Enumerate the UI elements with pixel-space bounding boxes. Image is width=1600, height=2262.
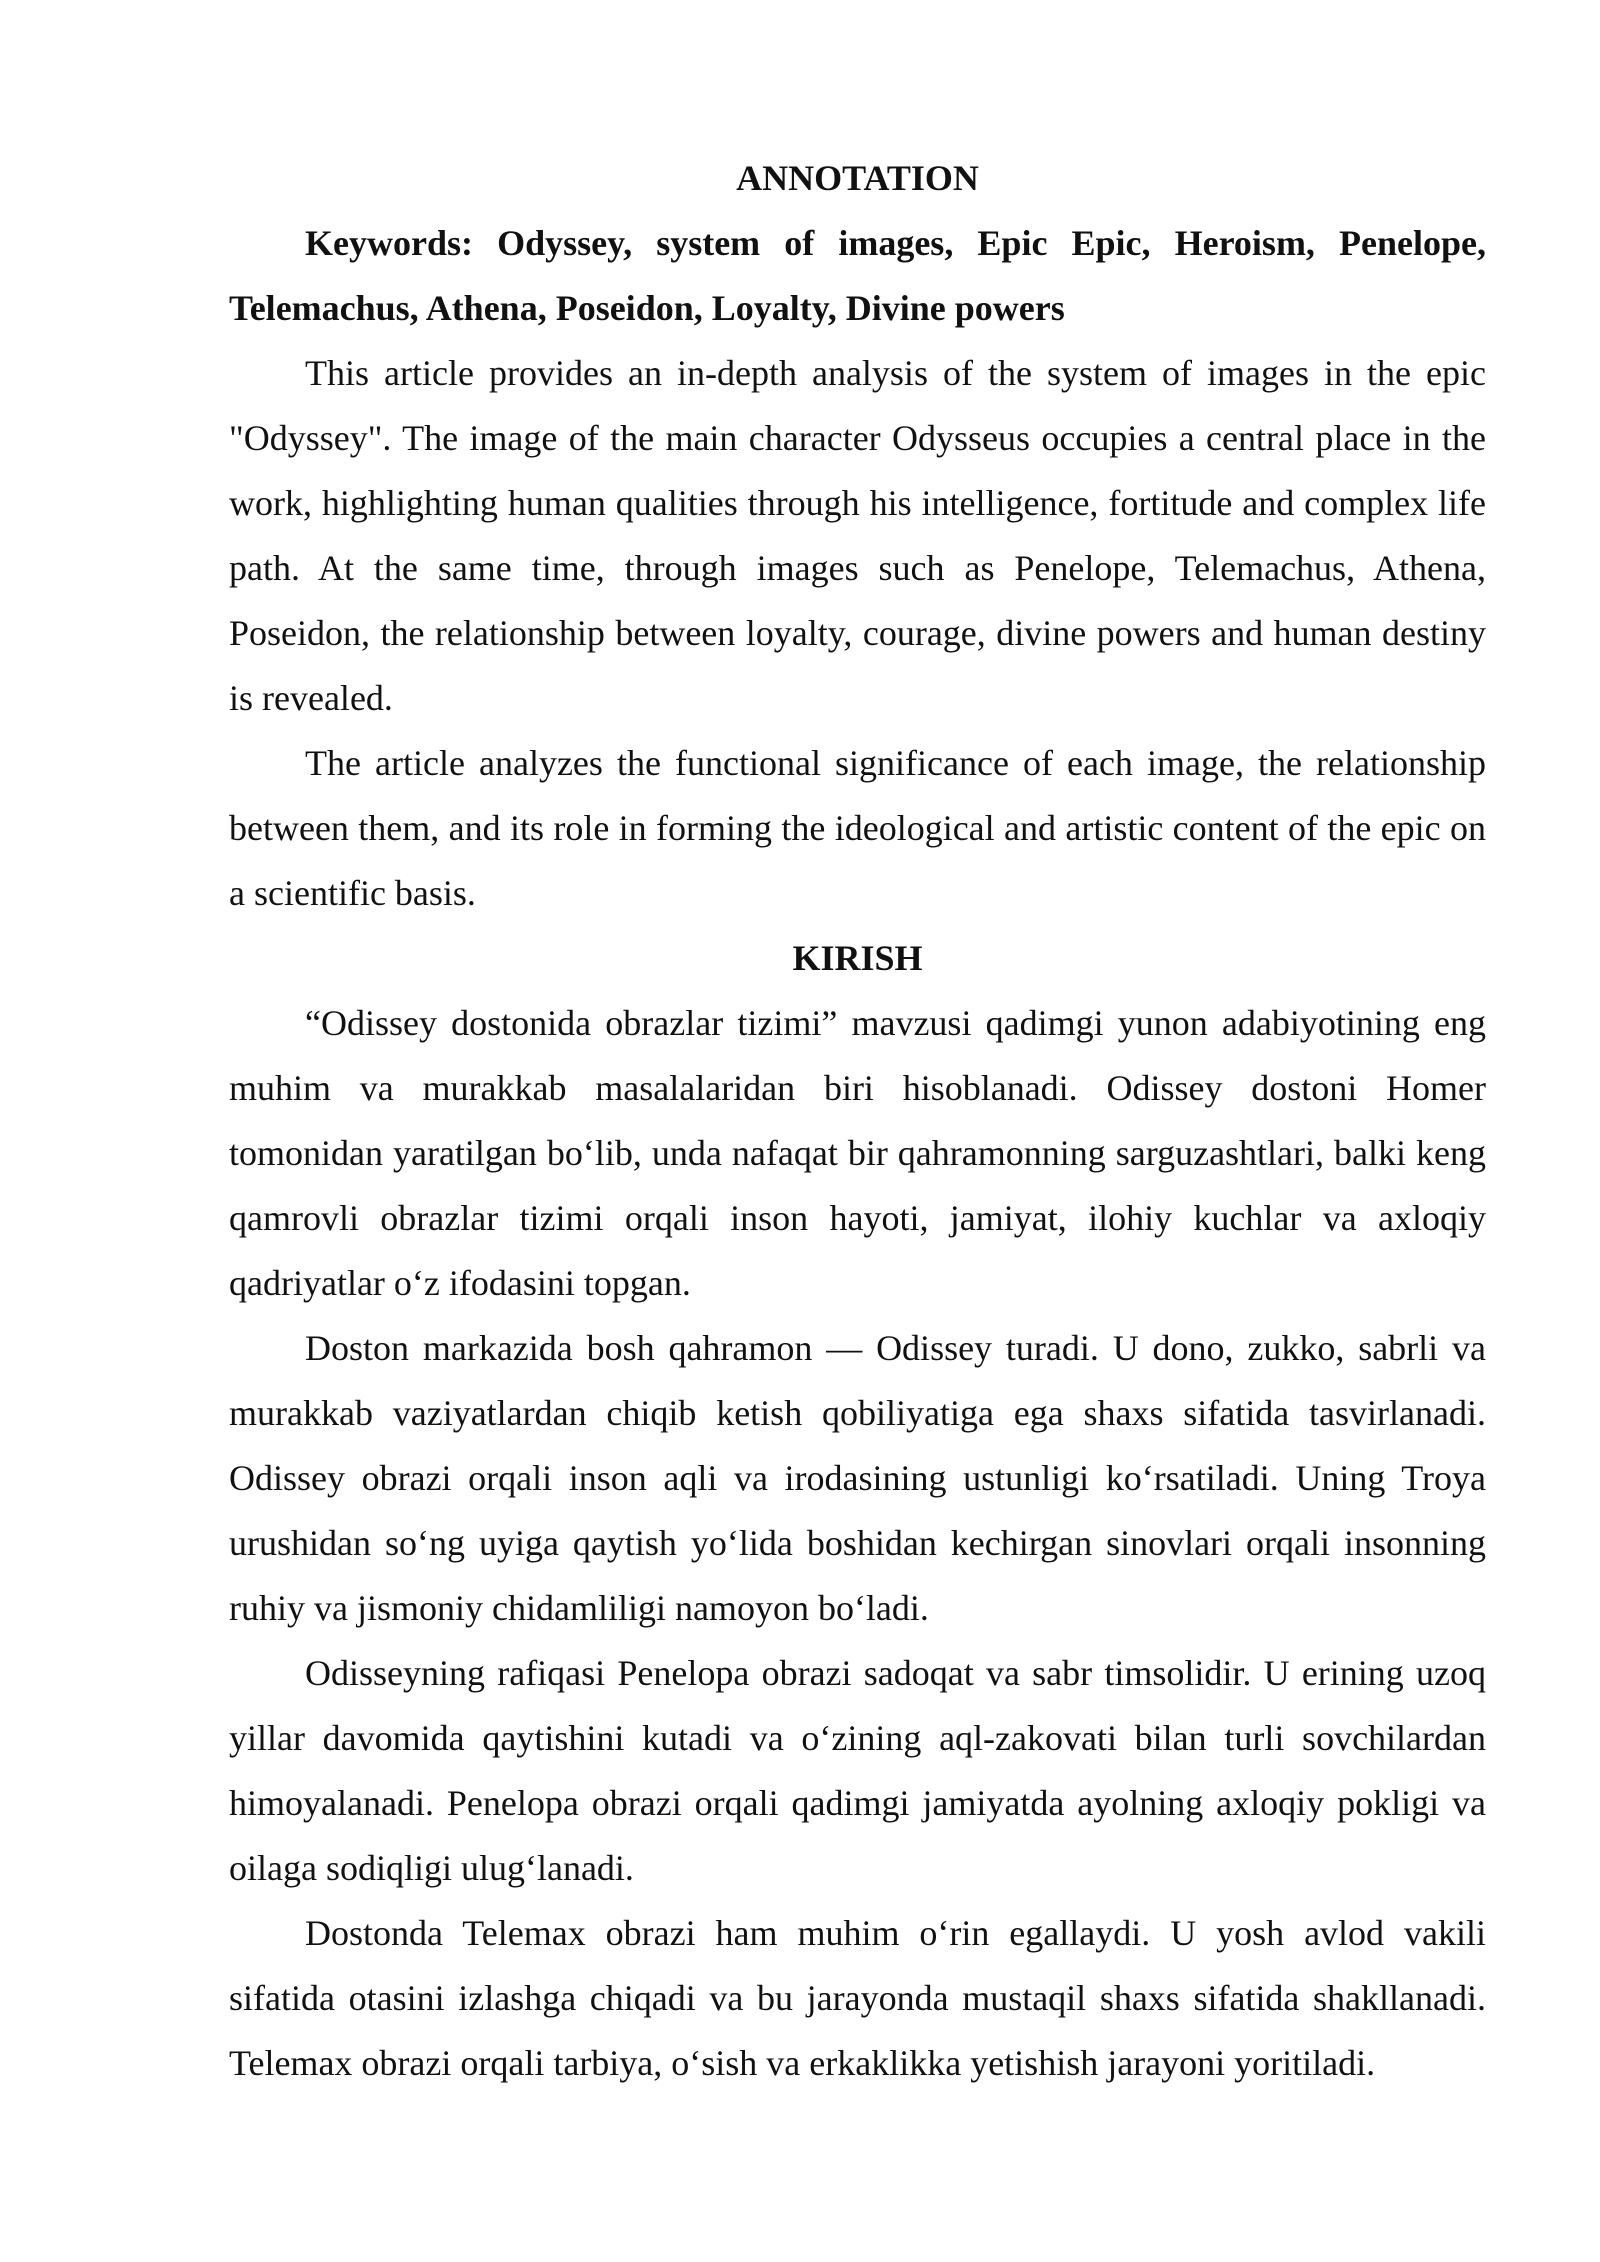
annotation-paragraph-2: The article analyzes the functional significance of each image, the relationship between them, and its role in forming the ideological and artistic content of the epic on a scientific basis. bbox=[229, 743, 1486, 913]
kirish-paragraph-3: Odisseyning rafiqasi Penelopa obrazi sadoqat va sabr timsolidir. U erining uzoq yillar davomida qaytishini kutadi va oʻzining aql-zakovati bilan turli sovchilardan himoyalanadi. Penelopa obrazi orqali qadimgi jamiyatda ayolning axloqiy pokligi va oilaga sodiqligi ulugʻlanadi. bbox=[229, 1653, 1486, 1888]
annotation-heading: ANNOTATION bbox=[736, 158, 979, 198]
kirish-paragraph-1: “Odissey dostonida obrazlar tizimi” mavzusi qadimgi yunon adabiyotining eng muhim va murakkab masalalaridan biri hisoblanadi. Odissey dostoni Homer tomonidan yaratilgan boʻlib, unda nafaqat bir qahramonning sarguzashtlari, balki keng qamrovli obrazlar tizimi orqali inson hayoti, jamiyat, ilohiy kuchlar va axloqiy qadriyatlar oʻz ifodasini topgan. bbox=[229, 1003, 1486, 1303]
annotation-paragraph-1: This article provides an in-depth analysis of the system of images in the epic "Odyssey". The image of the main character Odysseus occupies a central place in the work, highlighting human qualities through his intelligence, fortitude and complex life path. At the same time, through images such as Penelope, Telemachus, Athena, Poseidon, the relationship between loyalty, courage, divine powers and human destiny is revealed. bbox=[229, 353, 1486, 718]
document-page bbox=[229, 146, 1486, 2096]
keywords-line: Keywords: Odyssey, system of images, Epic Epic, Heroism, Penelope, Telemachus, Athena, Poseidon, Loyalty, Divine powers bbox=[229, 223, 1486, 328]
kirish-paragraph-4: Dostonda Telemax obrazi ham muhim oʻrin egallaydi. U yosh avlod vakili sifatida otasini izlashga chiqadi va bu jarayonda mustaqil shaxs sifatida shakllanadi. Telemax obrazi orqali tarbiya, oʻsish va erkaklikka yetishish jarayoni yoritiladi. bbox=[229, 1913, 1486, 2083]
kirish-heading: KIRISH bbox=[792, 938, 923, 978]
kirish-paragraph-2: Doston markazida bosh qahramon — Odissey turadi. U dono, zukko, sabrli va murakkab vaziyatlardan chiqib ketish qobiliyatiga ega shaxs sifatida tasvirlanadi. Odissey obrazi orqali inson aqli va irodasining ustunligi koʻrsatiladi. Uning Troya urushidan soʻng uyiga qaytish yoʻlida boshidan kechirgan sinovlari orqali insonning ruhiy va jismoniy chidamliligi namoyon boʻladi. bbox=[229, 1328, 1486, 1628]
